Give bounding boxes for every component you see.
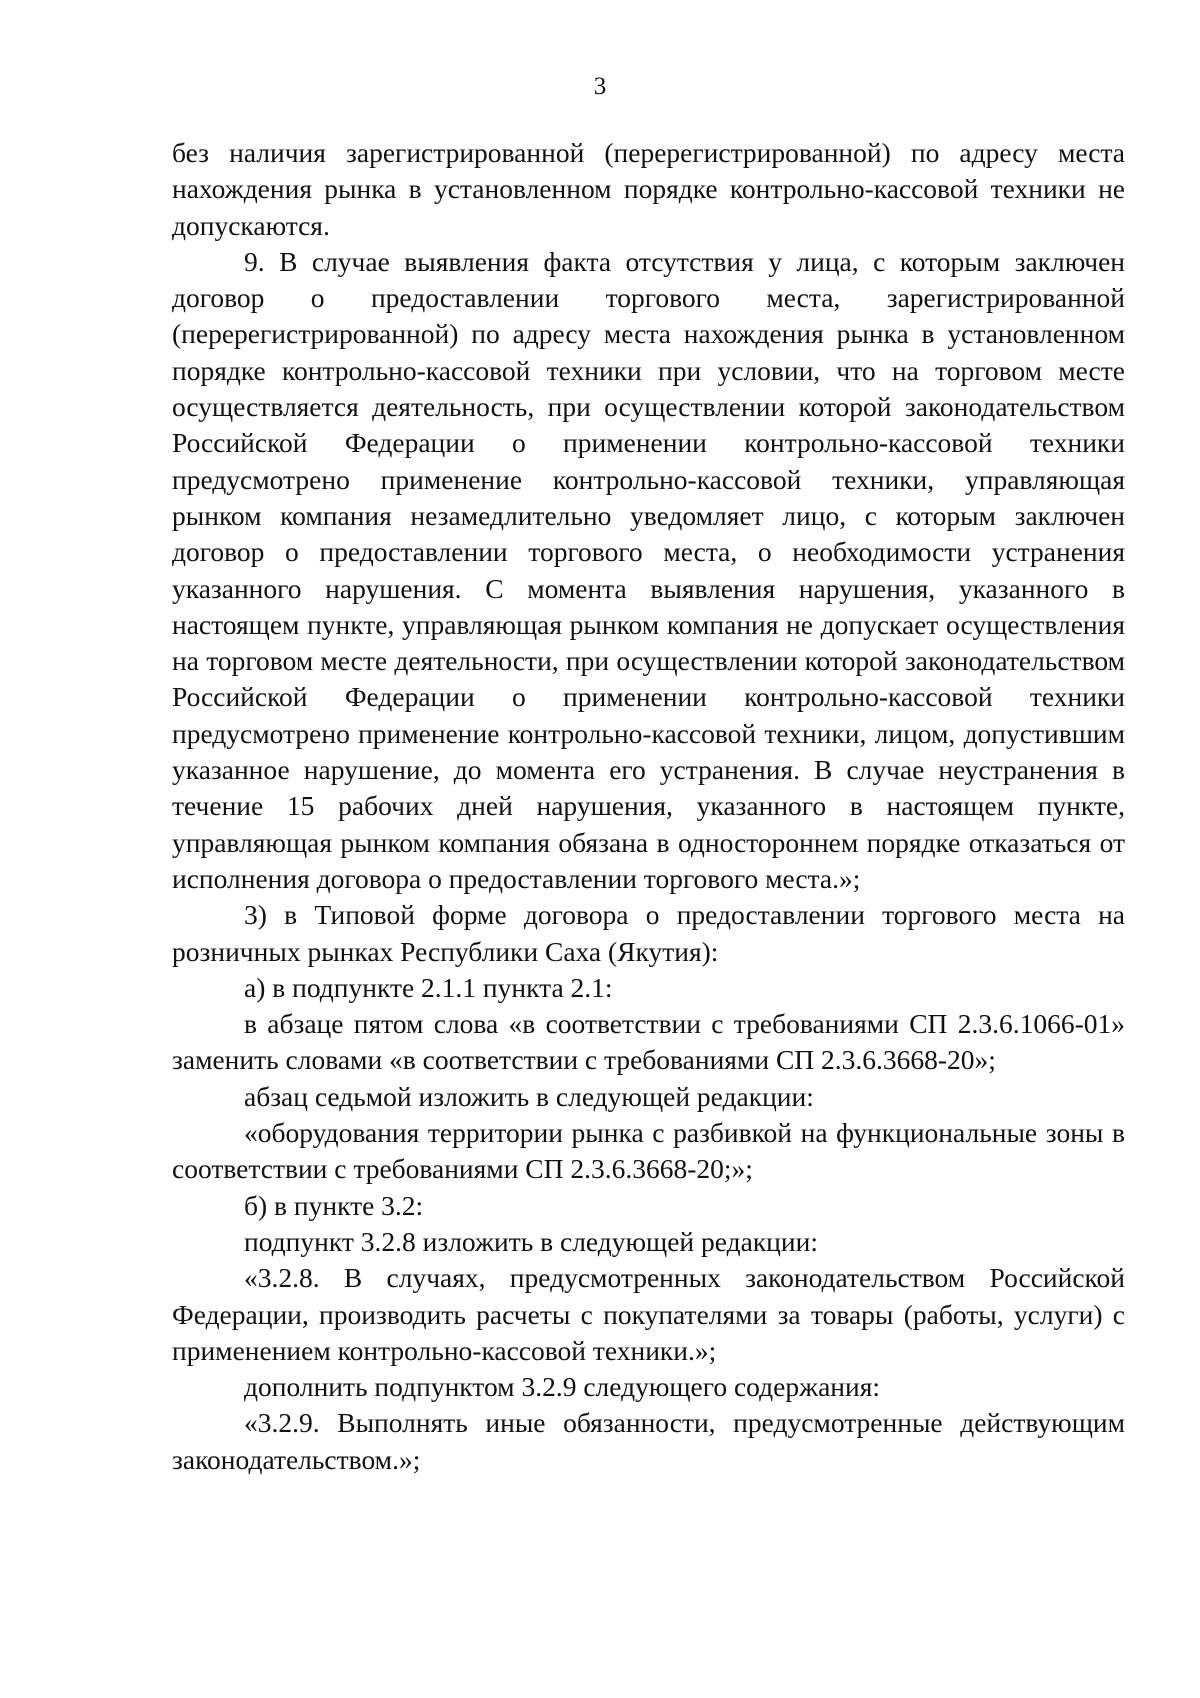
paragraph-quote-equipment: «оборудования территории рынка с разбивкой на функциональные зоны в соответствии с требованиями СП 2.3.6.3668-20;»; [172, 1117, 1125, 1185]
paragraph-item-9: 9. В случае выявления факта отсутствия у лица, с которым заключен договор о предоставлении торгового места, зарегистрированной (перерегистрированной) по адресу места нахождения рынка в установленном порядке контрольно-кассовой техники при условии, что на торговом месте осуществляется деятельность, при осуществлении которой законодательством Российской Федерации о применении контрольно-кассовой техники предусмотрено применение контрольно-кассовой техники, управляющая рынком компания незамедлительно уведомляет лицо, с которым заключен договор о предоставлении торгового места, о необходимости устранения указанного нарушения. С момента выявления нарушения, указанного в настоящем пункте, управляющая рынком компания не допускает осуществления на торговом месте деятельности, при осуществлении которой законодательством Российской Федерации о применении контрольно-кассовой техники предусмотрено применение контрольно-кассовой техники, лицом, допустившим указанное нарушение, до момента его устранения. В случае неустранения в течение 15 рабочих дней нарушения, указанного в настоящем пункте, управляющая рынком компания обязана в одностороннем порядке отказаться от исполнения договора о предоставлении торгового места.»; [172, 245, 1125, 894]
paragraph-quote-329: «3.2.9. Выполнять иные обязанности, предусмотренные действующим законодательством.»; [172, 1407, 1125, 1475]
paragraph-seventh-abzac: абзац седьмой изложить в следующей редакции: [244, 1080, 814, 1112]
paragraph-replace-words: в абзаце пятом слова «в соответствии с требованиями СП 2.3.6.1066-01» заменить словами «в соответствии с требованиями СП 2.3.6.3668-20»; [172, 1008, 1125, 1076]
paragraph-item-3: 3) в Типовой форме договора о предоставлении торгового места на розничных рынках Республики Саха (Якутия): [172, 899, 1125, 967]
paragraph-add-329: дополнить подпунктом 3.2.9 следующего содержания: [244, 1371, 881, 1403]
paragraph-quote-328: «3.2.8. В случаях, предусмотренных законодательством Российской Федерации, производить расчеты с покупателями за товары (работы, услуги) с применением контрольно-кассовой техники.»; [172, 1262, 1125, 1366]
document-body [172, 135, 1125, 1478]
paragraph-continuation: без наличия зарегистрированной (перерегистрированной) по адресу места нахождения рынка в установленном порядке контрольно-кассовой техники не допускаются. [172, 137, 1125, 241]
page-number: 3 [593, 73, 607, 100]
paragraph-subitem-b: б) в пункте 3.2: [244, 1189, 424, 1221]
paragraph-subpoint-328: подпункт 3.2.8 изложить в следующей редакции: [244, 1225, 818, 1257]
paragraph-subitem-a: а) в подпункте 2.1.1 пункта 2.1: [244, 971, 613, 1003]
